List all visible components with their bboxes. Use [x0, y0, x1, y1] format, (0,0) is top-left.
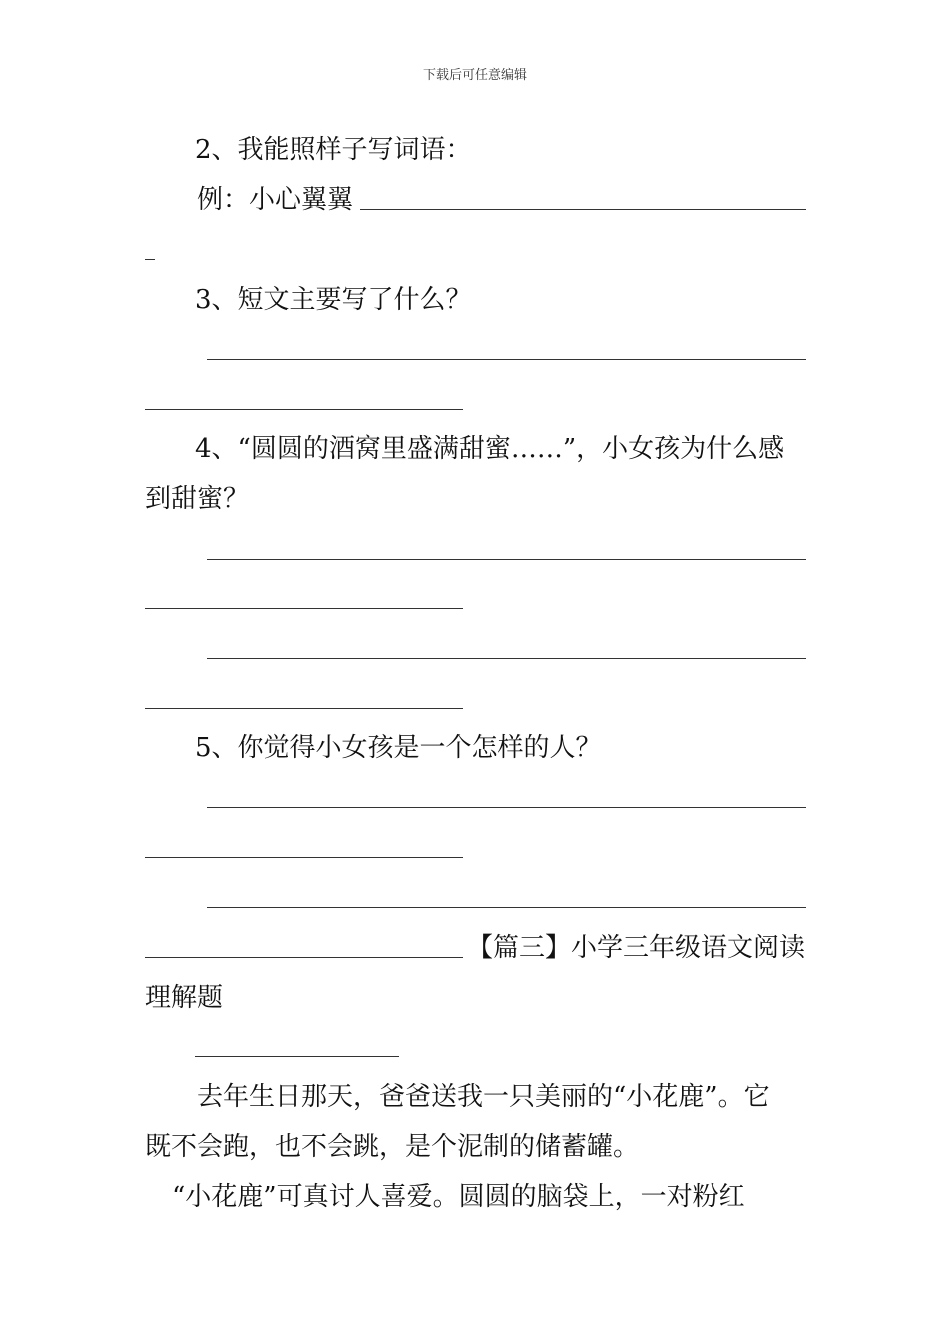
- question-4-prompt-line1: 4、“圆圆的酒窝里盛满甜蜜……”，小女孩为什么感: [195, 434, 785, 464]
- question-2-example: 例：小心翼翼: [197, 185, 354, 215]
- question-2-prompt: 2、我能照样子写词语：: [195, 135, 472, 165]
- answer-line: [207, 559, 806, 560]
- question-3-prompt: 3、短文主要写了什么？: [195, 285, 472, 315]
- page-header-note: 下载后可任意编辑: [422, 68, 527, 83]
- section-heading-line2: 理解题: [145, 983, 224, 1013]
- passage-paragraph-1-line2: 既不会跑，也不会跳，是个泥制的储蓄罐。: [145, 1132, 640, 1162]
- answer-line: [207, 907, 806, 908]
- answer-line: [145, 259, 155, 260]
- section-heading-line1: 【篇三】小学三年级语文阅读: [467, 933, 806, 963]
- answer-line: [207, 658, 806, 659]
- answer-line: [145, 957, 463, 958]
- answer-line: [145, 857, 463, 858]
- question-5-prompt: 5、你觉得小女孩是一个怎样的人？: [195, 733, 602, 763]
- answer-line: [145, 708, 463, 709]
- passage-paragraph-1-line1: 去年生日那天，爸爸送我一只美丽的“小花鹿”。它: [197, 1082, 770, 1112]
- passage-paragraph-2-line1: “小花鹿”可真讨人喜爱。圆圆的脑袋上，一对粉红: [172, 1182, 745, 1212]
- answer-line: [360, 209, 806, 210]
- divider-line: [195, 1056, 399, 1057]
- question-4-prompt-line2: 到甜蜜？: [145, 484, 250, 514]
- answer-line: [145, 608, 463, 609]
- answer-line: [145, 409, 463, 410]
- answer-line: [207, 807, 806, 808]
- answer-line: [207, 359, 806, 360]
